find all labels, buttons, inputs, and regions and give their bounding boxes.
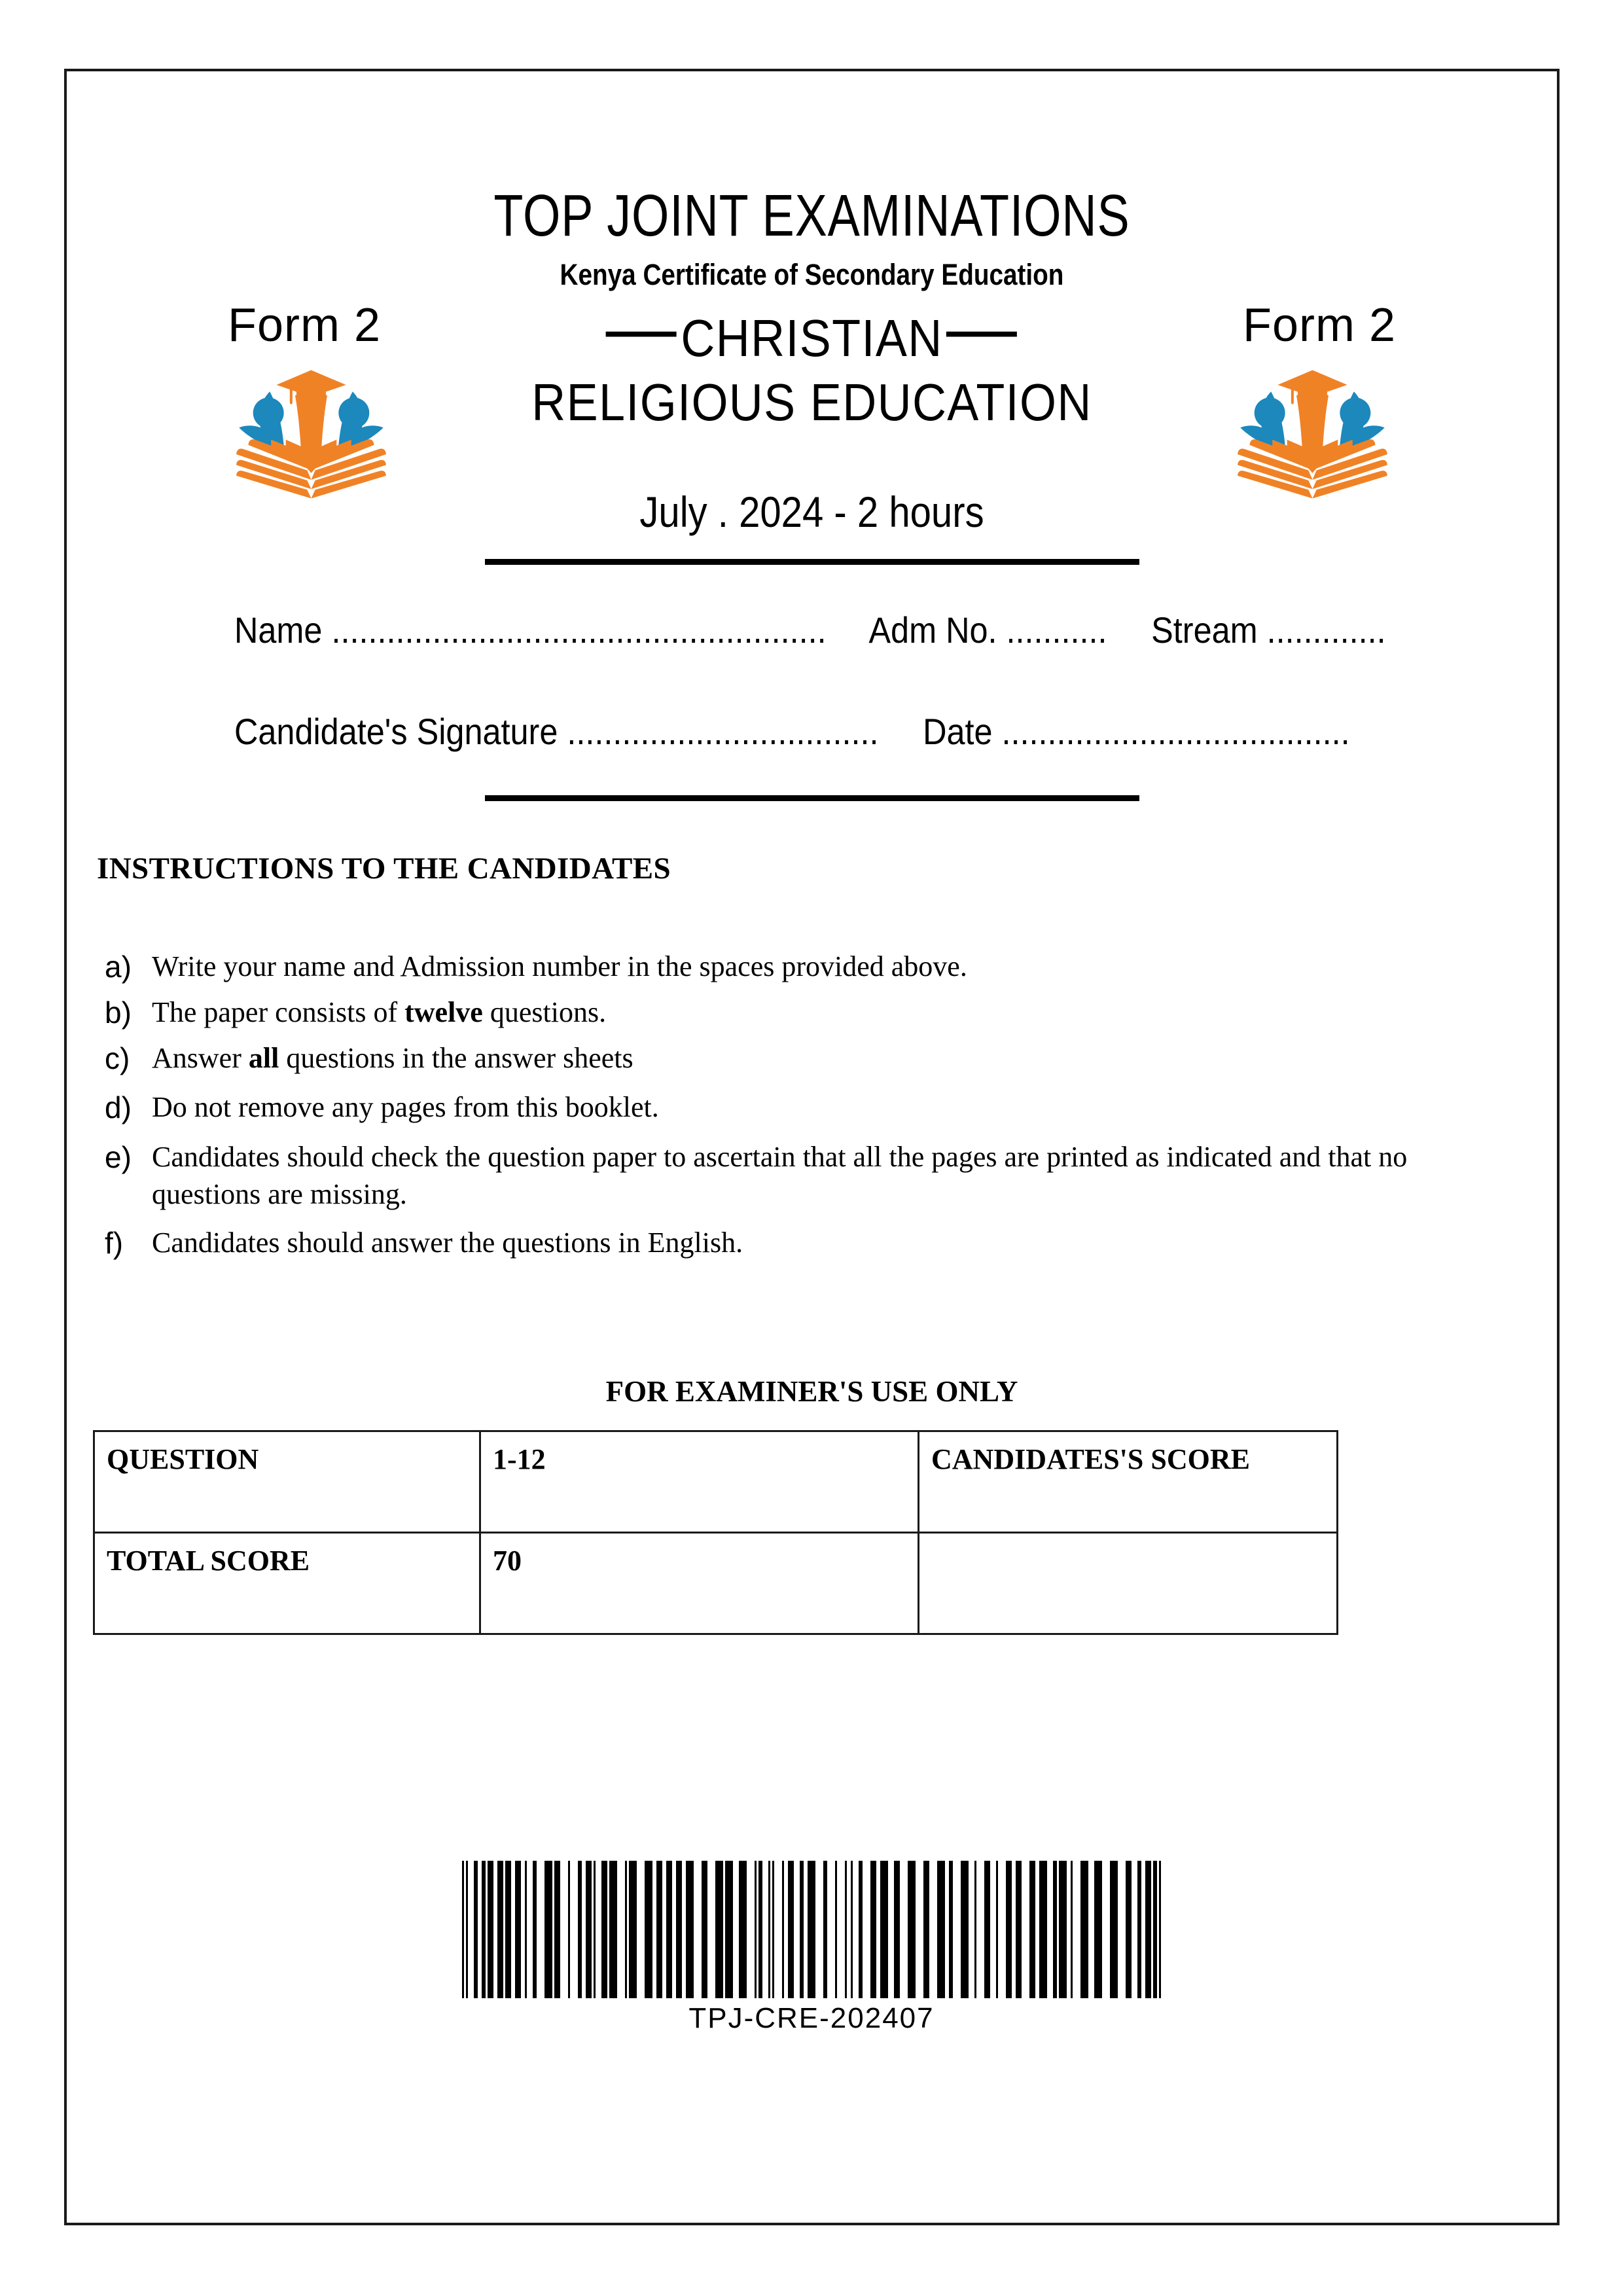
date-input-dots[interactable]: ...................................... <box>1001 711 1350 752</box>
instruction-text-pre: Answer <box>152 1041 249 1074</box>
instruction-text-post: questions. <box>482 996 607 1028</box>
instruction-item <box>105 1088 1512 1128</box>
instruction-marker: e) <box>105 1140 132 1175</box>
instruction-text-emphasis: all <box>248 1041 279 1074</box>
instruction-item <box>105 994 1512 1033</box>
instruction-text-post: questions in the answer sheets <box>279 1041 633 1074</box>
table-cell-question-range: 1-12 <box>480 1431 919 1533</box>
table-cell-total-score-entry[interactable] <box>919 1533 1338 1634</box>
signature-input-dots[interactable]: .................................. <box>567 711 879 752</box>
instruction-item <box>105 1138 1512 1213</box>
candidate-name-row <box>64 609 1560 651</box>
barcode-block <box>0 1852 1623 2035</box>
instruction-marker: d) <box>105 1090 132 1125</box>
instruction-marker: c) <box>105 1041 130 1075</box>
dash-left: — <box>605 301 678 359</box>
exam-header <box>64 69 1560 565</box>
header-rule-bottom <box>485 795 1139 801</box>
instruction-text <box>152 1039 1512 1077</box>
signature-label: Candidate's Signature <box>234 711 558 752</box>
stream-label: Stream <box>1151 609 1258 651</box>
subject-title-line-2: RELIGIOUS EDUCATION <box>531 372 1092 431</box>
adm-no-input-dots[interactable]: ........... <box>1006 609 1107 651</box>
header-rule-top <box>485 559 1139 565</box>
instructions-list <box>105 948 1512 1269</box>
date-label: Date <box>923 711 993 752</box>
header-rule-bottom-wrap <box>64 795 1560 801</box>
subject-title-line-1 <box>139 301 1485 370</box>
subject-title <box>64 301 1560 434</box>
instructions-heading: INSTRUCTIONS TO THE CANDIDATES <box>97 852 671 886</box>
exam-title: TOP JOINT EXAMINATIONS <box>493 183 1130 249</box>
name-label: Name <box>234 609 323 651</box>
stream-input-dots[interactable]: ............. <box>1266 609 1386 651</box>
instruction-marker: a) <box>105 950 132 984</box>
instruction-text-pre: The paper consists of <box>152 996 405 1028</box>
table-cell-candidate-score-header[interactable]: CANDIDATES'S SCORE <box>919 1431 1338 1533</box>
form-label-right: Form 2 <box>1242 299 1396 351</box>
instruction-marker: b) <box>105 995 132 1030</box>
table-cell-total-score-label: TOTAL SCORE <box>94 1533 480 1634</box>
subject-band <box>64 298 1560 514</box>
dash-right: — <box>946 301 1018 359</box>
instruction-text: Candidates should check the question paper to ascertain that all the pages are printed as indicated and that no questions are missing. <box>152 1141 1408 1211</box>
instruction-item <box>105 1224 1512 1263</box>
table-cell-total-score-value: 70 <box>480 1533 919 1634</box>
exam-subtitle: Kenya Certificate of Secondary Education <box>560 258 1064 291</box>
instruction-text: Do not remove any pages from this booklet. <box>152 1091 659 1124</box>
name-input-dots[interactable]: ...................................................... <box>331 609 827 651</box>
instruction-item <box>105 1039 1512 1079</box>
instruction-marker: f) <box>105 1225 124 1260</box>
adm-no-label: Adm No. <box>868 609 997 651</box>
instruction-text-emphasis: twelve <box>404 996 483 1028</box>
subject-name: CHRISTIAN <box>681 309 943 367</box>
barcode-label: TPJ-CRE-202407 <box>688 2002 935 2034</box>
instruction-item <box>105 948 1512 987</box>
instruction-text <box>152 994 1512 1031</box>
table-row <box>94 1431 1338 1533</box>
form-label-left: Form 2 <box>228 299 382 351</box>
examiner-use-heading: FOR EXAMINER'S USE ONLY <box>605 1375 1018 1408</box>
candidate-signature-row <box>64 710 1560 753</box>
barcode-image <box>462 1861 1161 1998</box>
table-row <box>94 1533 1338 1634</box>
examiner-score-table <box>93 1430 1338 1635</box>
instruction-text: Candidates should answer the questions in English. <box>152 1226 743 1259</box>
exam-date-duration: July . 2024 - 2 hours <box>639 488 984 536</box>
instruction-text: Write your name and Admission number in the spaces provided above. <box>152 950 967 982</box>
table-cell-question-label: QUESTION <box>94 1431 480 1533</box>
